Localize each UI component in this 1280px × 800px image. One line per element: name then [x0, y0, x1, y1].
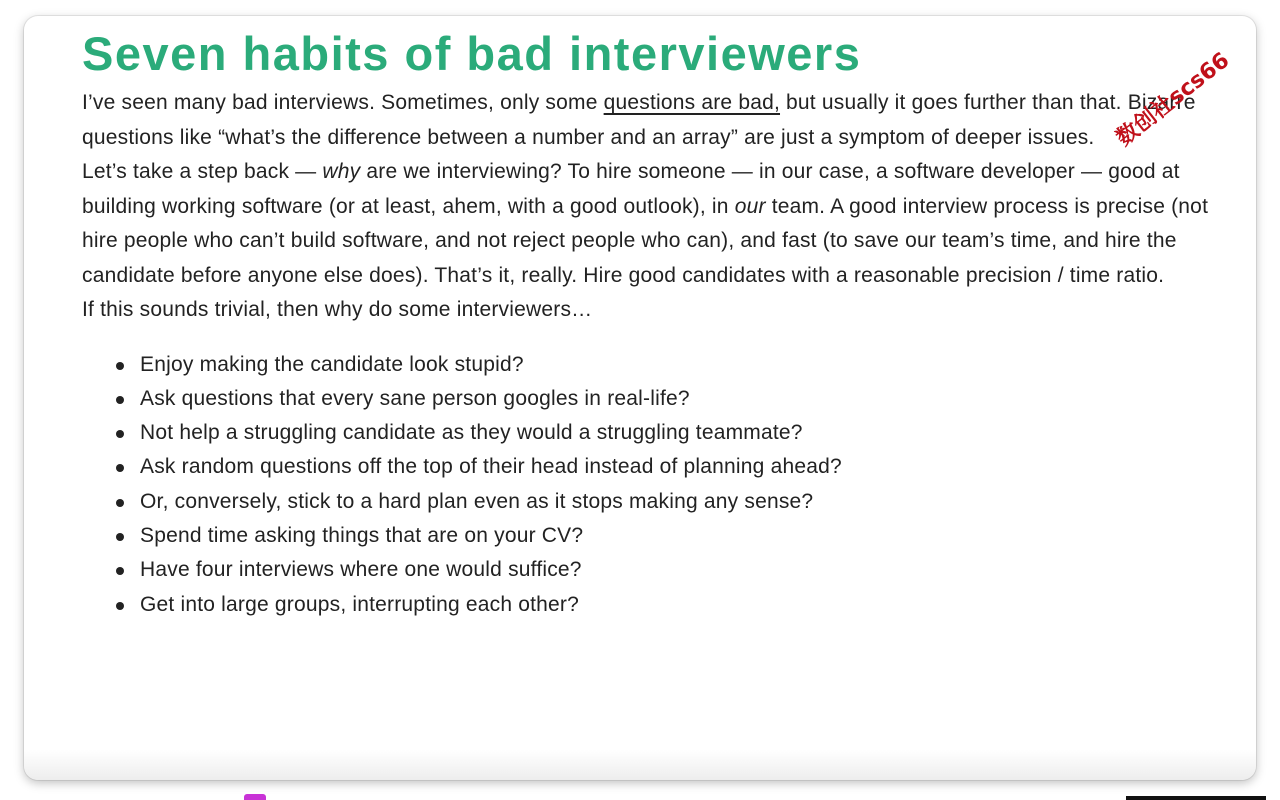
bullet-icon — [116, 362, 124, 370]
bullet-icon — [116, 396, 124, 404]
paragraph-intro-text-before: I’ve seen many bad interviews. Sometimes, only some — [82, 91, 604, 114]
list-item-text: Get into large groups, interrupting each other? — [140, 592, 579, 616]
paragraph-trivial: If this sounds trivial, then why do some interviewers… — [82, 298, 593, 321]
bottom-fade — [24, 750, 1256, 780]
paragraph-why-interview — [82, 155, 1232, 293]
emphasis-why: why — [322, 160, 361, 183]
paragraph-why-part3: team. A good interview process is precise (not hire people who can’t build software, and not reject people who can), and fast (to save our team’s time, and hire the candidate before anyone else does). That’s it, really. Hire good candidates with a reasonable precision / time ratio. — [82, 194, 1209, 287]
list-item-text: Enjoy making the candidate look stupid? — [140, 352, 524, 376]
list-item — [116, 519, 1232, 553]
paragraph-why-part2: are we interviewing? To hire someone — in our case, a software developer — good at building working software (or at least, ahem, with a good outlook), in — [82, 160, 1180, 218]
emphasis-our: our — [734, 194, 766, 218]
paragraph-intro-text-after: but usually it goes further than that. Bizarre questions like “what’s the difference between a number and an array” are just a symptom of deeper issues. — [82, 91, 1196, 149]
article-content — [82, 22, 1232, 622]
paragraph-why-part1: Let’s take a step back — — [82, 160, 323, 183]
list-item — [116, 553, 1232, 587]
bullet-icon — [116, 602, 124, 610]
dock-app-indicator — [244, 794, 266, 800]
bullet-icon — [116, 464, 124, 472]
paragraph-intro — [82, 86, 1232, 155]
questions-are-bad-link[interactable]: questions are bad, — [603, 91, 781, 114]
bullet-icon — [116, 567, 124, 575]
list-item — [116, 588, 1232, 622]
list-item — [116, 450, 1232, 484]
bullet-icon — [116, 533, 124, 541]
list-item-text: Not help a struggling candidate as they would a struggling teammate? — [140, 421, 803, 445]
list-item — [116, 382, 1232, 416]
list-item — [116, 348, 1232, 382]
watermark-stamp: 数创社scs66 — [1112, 47, 1235, 152]
list-item — [116, 416, 1232, 450]
article-title: Seven habits of bad interviewers — [82, 27, 862, 80]
list-item-text: Spend time asking things that are on your CV? — [140, 523, 584, 547]
list-item — [116, 485, 1232, 519]
list-item-text: Or, conversely, stick to a hard plan even as it stops making any sense? — [140, 489, 814, 513]
bullet-icon — [116, 430, 124, 438]
list-item-text: Ask questions that every sane person googles in real-life? — [140, 386, 690, 410]
bullet-icon — [116, 499, 124, 507]
list-item-text: Ask random questions off the top of their head instead of planning ahead? — [140, 455, 842, 479]
habits-list — [82, 348, 1232, 622]
list-item-text: Have four interviews where one would suffice? — [140, 558, 582, 582]
dock-bar — [1126, 796, 1266, 800]
browser-window — [24, 16, 1256, 780]
